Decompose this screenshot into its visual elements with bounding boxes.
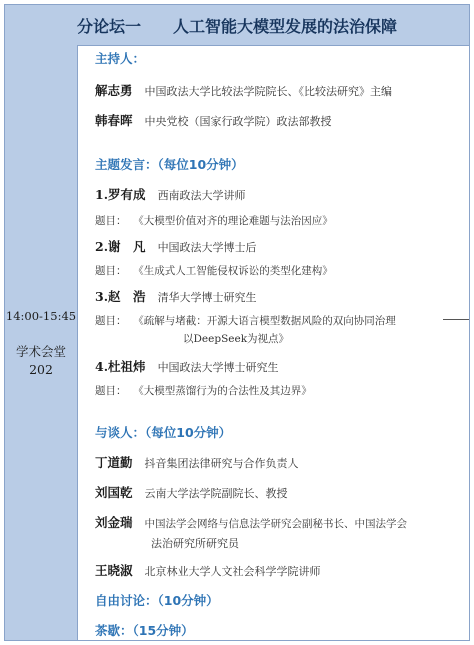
host-name: 解志勇 (95, 83, 133, 98)
tea-break-heading: 茶歇：（15分钟） (95, 623, 194, 638)
venue-name: 学术会堂 (15, 344, 66, 359)
discussant-name: 刘国乾 (95, 485, 133, 500)
topic-title: 《生成式人工智能侵权诉讼的类型化建构》 (138, 265, 333, 277)
session-venue (5, 343, 77, 379)
speaker-name: 2.谢 凡 (95, 239, 146, 254)
discussant-row (95, 513, 407, 531)
forum-title: 分论坛一 人工智能大模型发展的法治保障 (76, 16, 397, 36)
topic-title: 《疏解与堵截：开源大语言模型数据风险的双向协同治理 (138, 315, 396, 327)
discussant-desc: 北京林业大学人文社会科学学院讲师 (144, 565, 321, 578)
venue-room: 202 (29, 362, 53, 377)
host-row (95, 111, 332, 129)
host-desc: 中央党校（国家行政学院）政法部教授 (144, 115, 332, 128)
speaker-desc: 中国政法大学博士研究生 (157, 361, 279, 374)
speaker-row (95, 287, 257, 305)
speaker-name: 1.罗有成 (95, 187, 146, 202)
speaker-desc: 西南政法大学讲师 (157, 189, 246, 202)
discussants-heading: 与谈人：（每位10分钟） (95, 425, 232, 440)
discussant-desc: 中国法学会网络与信息法学研究会副秘书长、中国法学会 (144, 518, 408, 530)
topic-label: 题目： (95, 265, 127, 277)
speech-topic (95, 313, 396, 328)
speaker-row (95, 357, 279, 375)
topic-title: 《大模型蒸馏行为的合法性及其边界》 (138, 385, 312, 397)
discussant-desc-continued: 法治研究所研究员 (151, 537, 239, 550)
speaker-row (95, 185, 246, 203)
speaker-desc: 清华大学博士研究生 (157, 291, 257, 304)
free-discussion-heading: 自由讨论：（10分钟） (95, 593, 219, 608)
session-column (5, 45, 78, 640)
session-time: 14:00-15:45 (5, 309, 77, 323)
host-row (95, 81, 392, 99)
discussant-name: 王晓淑 (95, 563, 133, 578)
topic-label: 题目： (95, 215, 127, 227)
topic-label: 题目： (95, 315, 127, 327)
program-content (77, 45, 469, 640)
speech-topic (95, 213, 333, 228)
speaker-desc: 中国政法大学博士后 (157, 241, 257, 254)
speaker-name: 3.赵 浩 (95, 289, 146, 304)
program-frame (4, 4, 470, 641)
discussant-row (95, 453, 299, 471)
host-name: 韩春晖 (95, 113, 133, 128)
discussant-row (95, 561, 321, 579)
topic-label: 题目： (95, 385, 127, 397)
speaker-row (95, 237, 257, 255)
discussant-row (95, 483, 288, 501)
discussant-desc: 抖音集团法律研究与合作负责人 (144, 457, 299, 470)
topic-title: 《大模型价值对齐的理论难题与法治因应》 (138, 215, 333, 227)
title-dash (443, 319, 469, 320)
keynotes-heading: 主题发言：（每位10分钟） (95, 157, 244, 172)
discussant-name: 刘金瑞 (95, 515, 133, 530)
speech-topic (95, 263, 333, 278)
discussant-desc: 云南大学法学院副院长、教授 (144, 487, 288, 500)
host-desc: 中国政法大学比较法学院院长、《比较法研究》主编 (144, 85, 393, 98)
title-bar (5, 5, 469, 46)
hosts-heading: 主持人： (95, 51, 146, 66)
speech-topic (95, 383, 312, 398)
speech-topic-continued: 以DeepSeek为视点》 (183, 333, 290, 345)
discussant-name: 丁道勤 (95, 455, 133, 470)
speaker-name: 4.杜祖炜 (95, 359, 146, 374)
